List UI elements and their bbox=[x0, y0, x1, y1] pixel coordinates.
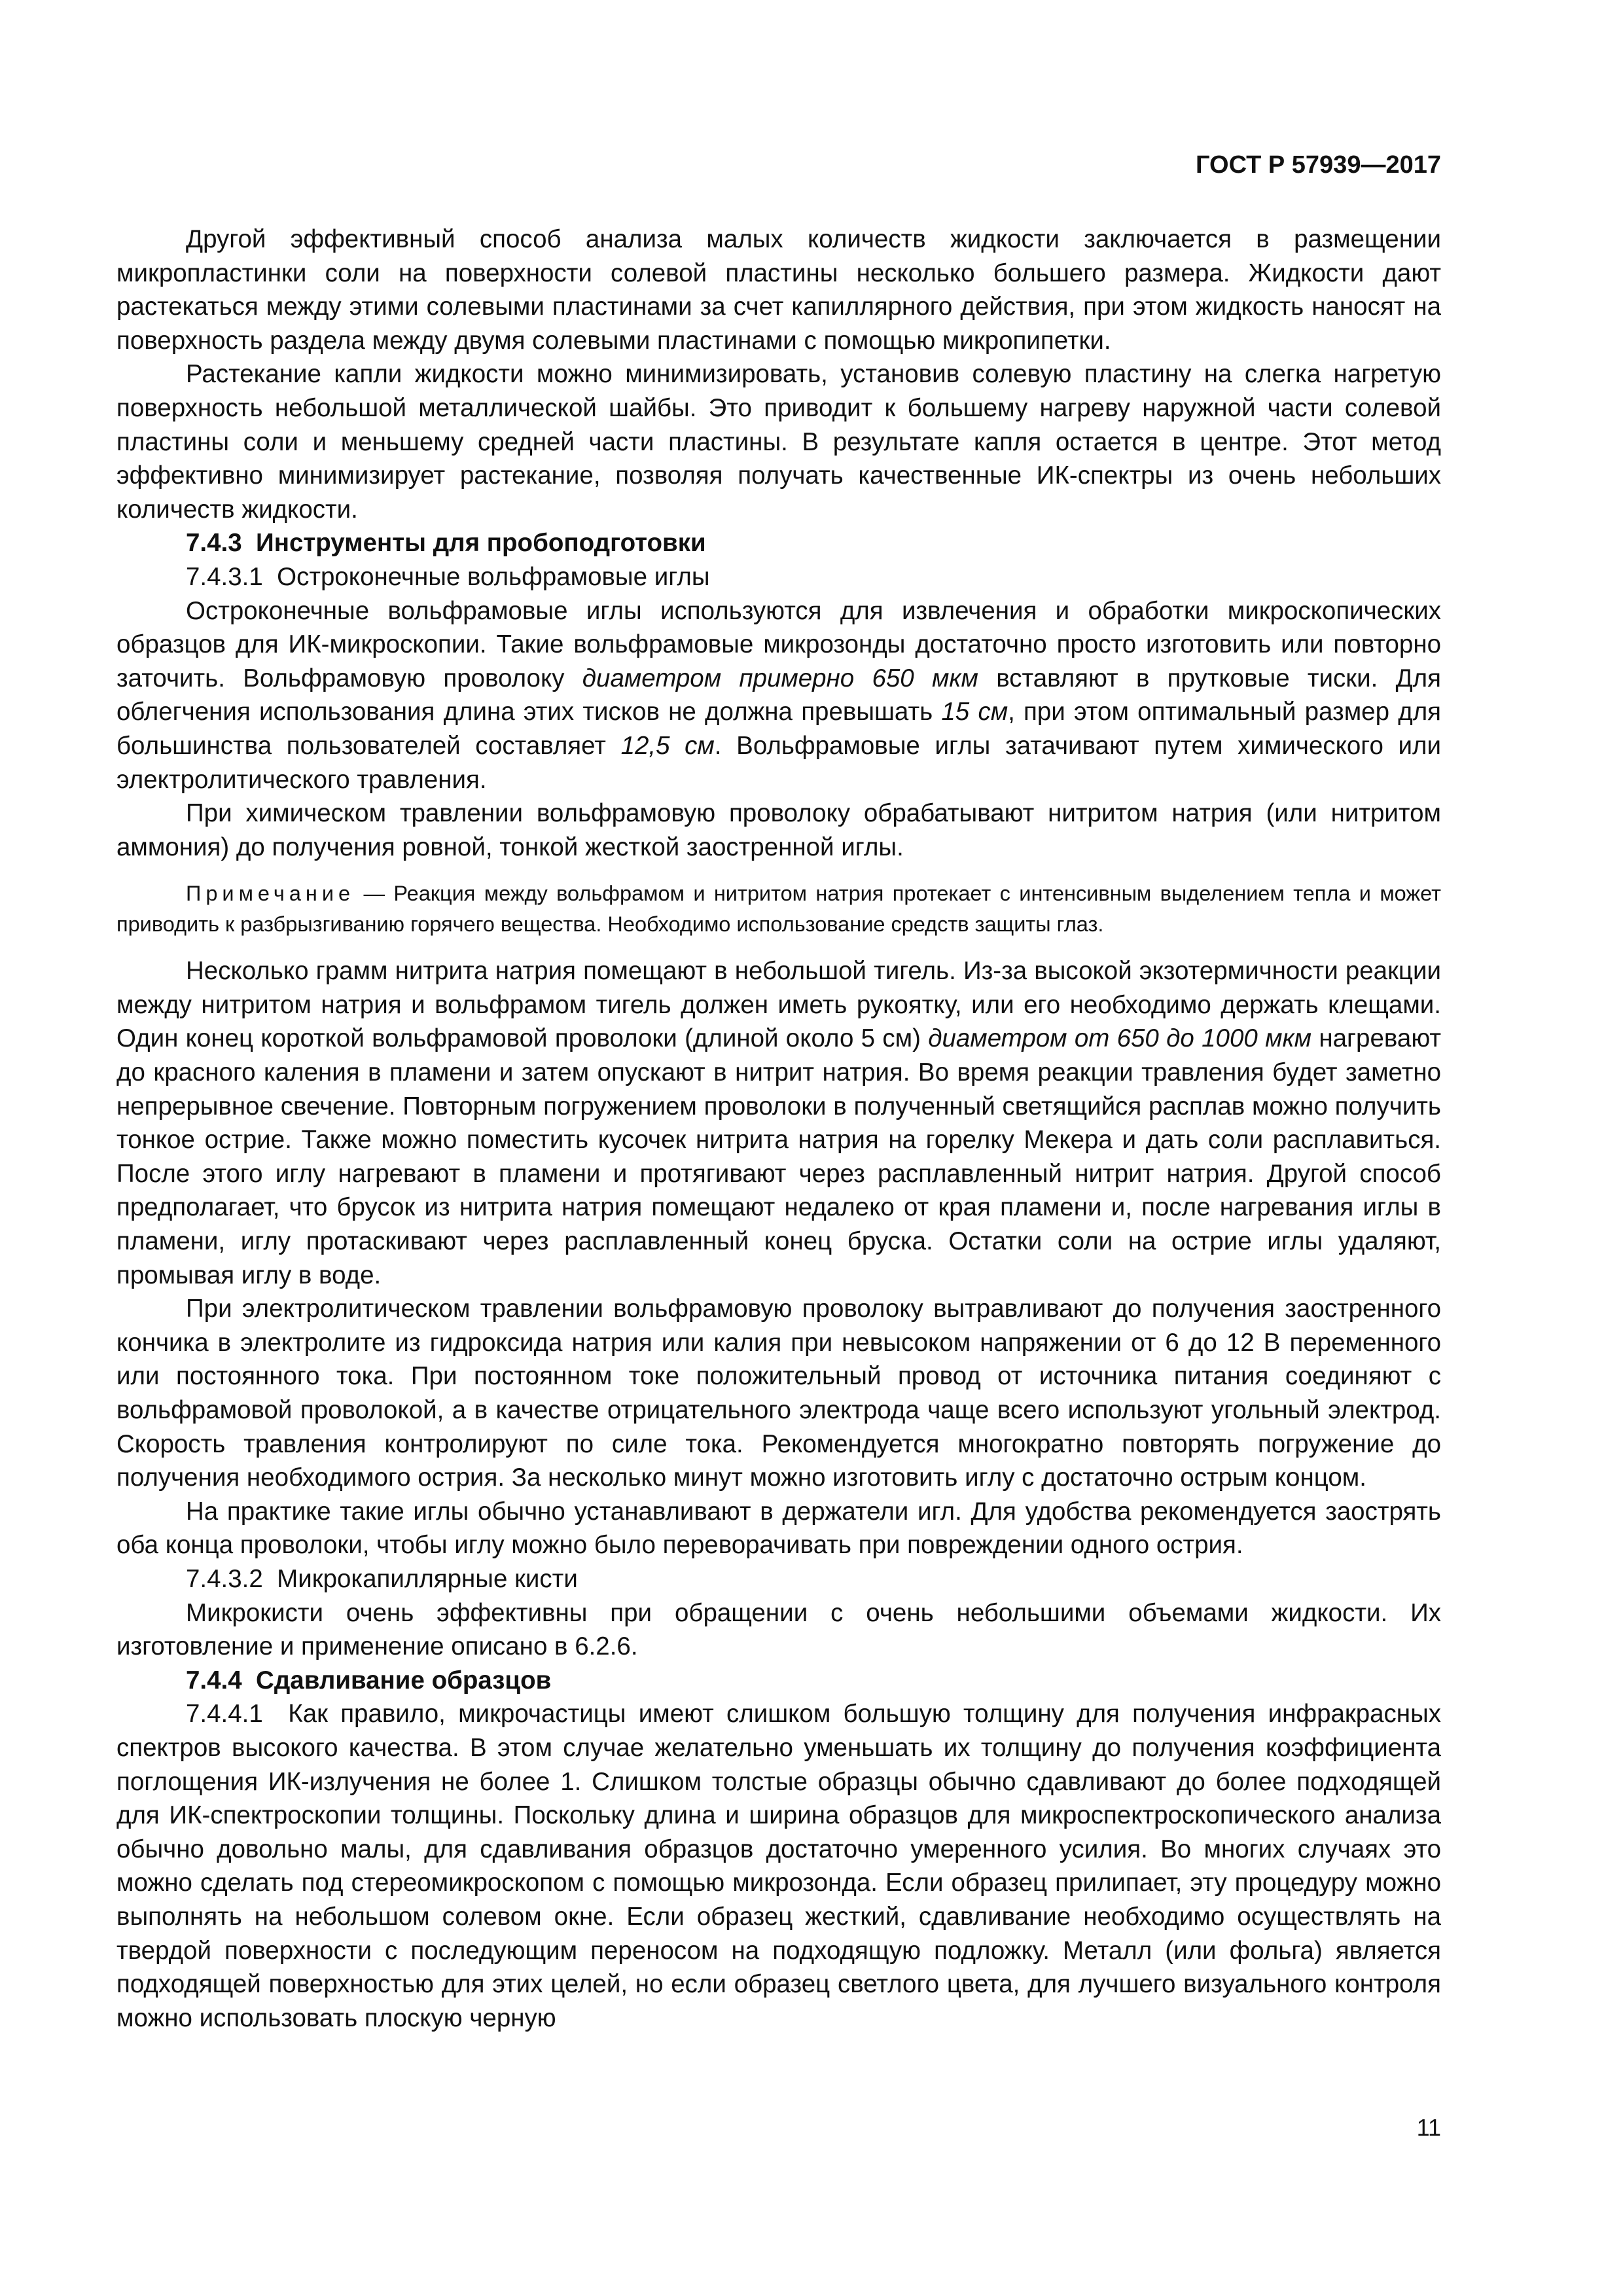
document-designation: ГОСТ Р 57939—2017 bbox=[1196, 151, 1441, 179]
note-text: — Реакция между вольфрамом и нитритом натрия протекает с интенсивным выделением тепла и может приводить к разбрызгиванию горячего вещества. Необходимо использование средств защиты глаз. bbox=[116, 882, 1441, 937]
emphasis-diameter: диаметром примерно 650 мкм bbox=[582, 664, 978, 692]
emphasis-wire-diameter: диаметром от 650 до 1000 мкм bbox=[928, 1024, 1312, 1053]
section-number: 7.4.3 bbox=[186, 529, 242, 558]
paragraph-micro-plate: Другой эффективный способ анализа малых количеств жидкости заключается в размещении микропластинки соли на поверхности солевой пластины несколько большего размера. Жидкости дают растекаться между этими солевыми пластинами за счет капиллярного действия, при этом жидкость наносят на поверхность раздела между двумя солевыми пластинами с помощью микропипетки. bbox=[116, 225, 1441, 355]
subsection-title: Остроконечные вольфрамовые иглы bbox=[277, 562, 710, 591]
subsection-heading-7-4-3-1 bbox=[116, 560, 1441, 594]
subsection-title: Микрокапиллярные кисти bbox=[277, 1564, 578, 1593]
document-body bbox=[116, 223, 1441, 2035]
subsection-number: 7.4.3.2 bbox=[186, 1564, 263, 1593]
paragraph-needle-holders: На практике такие иглы обычно устанавливают в держатели игл. Для удобства рекомендуется заострять оба конца проволоки, чтобы иглу можно было переворачивать при повреждении одного острия. bbox=[116, 1497, 1441, 1560]
note-label: Примечание bbox=[186, 882, 355, 906]
paragraph-spreading: Растекание капли жидкости можно минимизировать, установив солевую пластину на слегка нагретую поверхность небольшой металлической шайбы. Это приводит к большему нагреву наружной части солевой пластины соли и меньшему средней части пластины. В результате капля остается в центре. Этот метод эффективно минимизирует растекание, позволяя получать качественные ИК-спектры из очень небольших количеств жидкости. bbox=[116, 360, 1441, 524]
section-heading-7-4-4 bbox=[116, 1664, 1441, 1698]
subsection-number: 7.4.3.1 bbox=[186, 562, 263, 591]
paragraph-sample-compression: 7.4.4.1 Как правило, микрочастицы имеют слишком большую толщину для получения инфракрасных спектров высокого качества. В этом случае желательно уменьшать их толщину до получения коэффициента поглощения ИК-излучения не более 1. Слишком толстые образцы обычно сдавливают до более подходящей для ИК-спектроскопии толщины. Поскольку длина и ширина образцов для микроспектроскопического анализа обычно довольно малы, для сдавливания образцов достаточно умеренного усилия. Во многих случаях это можно сделать под стереомикроскопом с помощью микрозонда. Если образец прилипает, эту процедуру можно выполнять на небольшом солевом окне. Если образец жесткий, сдавливание необходимо осуществлять на твердой поверхности с последующим переносом на подходящую подложку. Металл (или фольга) является подходящей поверхностью для этих целей, но если образец светлого цвета, для лучшего визуального контроля можно использовать плоскую черную bbox=[116, 1700, 1441, 2032]
paragraph-chemical-etching: При химическом травлении вольфрамовую проволоку обрабатывают нитритом натрия (или нитритом аммония) до получения ровной, тонкой жесткой заостренной иглы. bbox=[116, 799, 1441, 861]
paragraph-electrolytic-etching: При электролитическом травлении вольфрамовую проволоку вытравливают до получения заостренного кончика в электролите из гидроксида натрия или калия при невысоком напряжении от 6 до 12 В переменного или постоянного тока. При постоянном токе положительный провод от источника питания соединяют с вольфрамовой проволокой, а в качестве отрицательного электрода чаще всего используют угольный электрод. Скорость травления контролируют по силе тока. Рекомендуется многократно повторять погружение до получения необходимого острия. За несколько минут можно изготовить иглу с достаточно острым концом. bbox=[116, 1295, 1441, 1492]
section-title: Инструменты для пробоподготовки bbox=[256, 529, 706, 558]
page-number: 11 bbox=[1416, 2114, 1441, 2141]
emphasis-length: 15 см bbox=[941, 698, 1008, 726]
paragraph-crucible: Несколько грамм нитрита натрия помещают в небольшой тигель. Из-за высокой экзотермичности реакции между нитритом натрия и вольфрамом тигель должен иметь рукоятку, или его необходимо держать клещами. Один конец короткой вольфрамовой проволоки (длиной около 5 см) диаметром от 650 до 1000 мкм нагревают до красного каления в пламени и затем опускают в нитрит натрия. Во время реакции травления будет заметно непрерывное свечение. Повторным погружением проволоки в полученный светящийся расплав можно получить тонкое острие. Также можно поместить кусочек нитрита натрия на горелку Мекера и дать соли расплавиться. После этого иглу нагревают в пламени и протягивают через расплавленный нитрит натрия. Другой способ предполагает, что брусок из нитрита натрия помещают недалеко от края пламени и, после нагревания иглы в пламени, иглу протаскивают через расплавленный конец бруска. Остатки соли на острие иглы удаляют, промывая иглу в воде. bbox=[116, 957, 1441, 1289]
paragraph-tungsten-needles: Остроконечные вольфрамовые иглы используются для извлечения и обработки микроскопических образцов для ИК-микроскопии. Такие вольфрамовые микрозонды достаточно просто изготовить или повторно заточить. Вольфрамовую проволоку диаметром примерно 650 мкм вставляют в прутковые тиски. Для облегчения использования длина этих тисков не должна превышать 15 см, при этом оптимальный размер для большинства пользователей составляет 12,5 см. Вольфрамовые иглы затачивают путем химического или электролитического травления. bbox=[116, 596, 1442, 794]
section-title: Сдавливание образцов bbox=[256, 1666, 552, 1695]
clause-number: 7.4.4.1 bbox=[186, 1700, 263, 1729]
note bbox=[116, 878, 1441, 940]
section-heading-7-4-3 bbox=[116, 526, 1441, 560]
subsection-heading-7-4-3-2 bbox=[116, 1562, 1441, 1596]
section-number: 7.4.4 bbox=[186, 1666, 242, 1695]
paragraph-micro-brushes: Микрокисти очень эффективны при обращении с очень небольшими объемами жидкости. Их изготовление и применение описано в 6.2.6. bbox=[116, 1598, 1441, 1661]
emphasis-optimal-size: 12,5 см bbox=[620, 731, 715, 760]
